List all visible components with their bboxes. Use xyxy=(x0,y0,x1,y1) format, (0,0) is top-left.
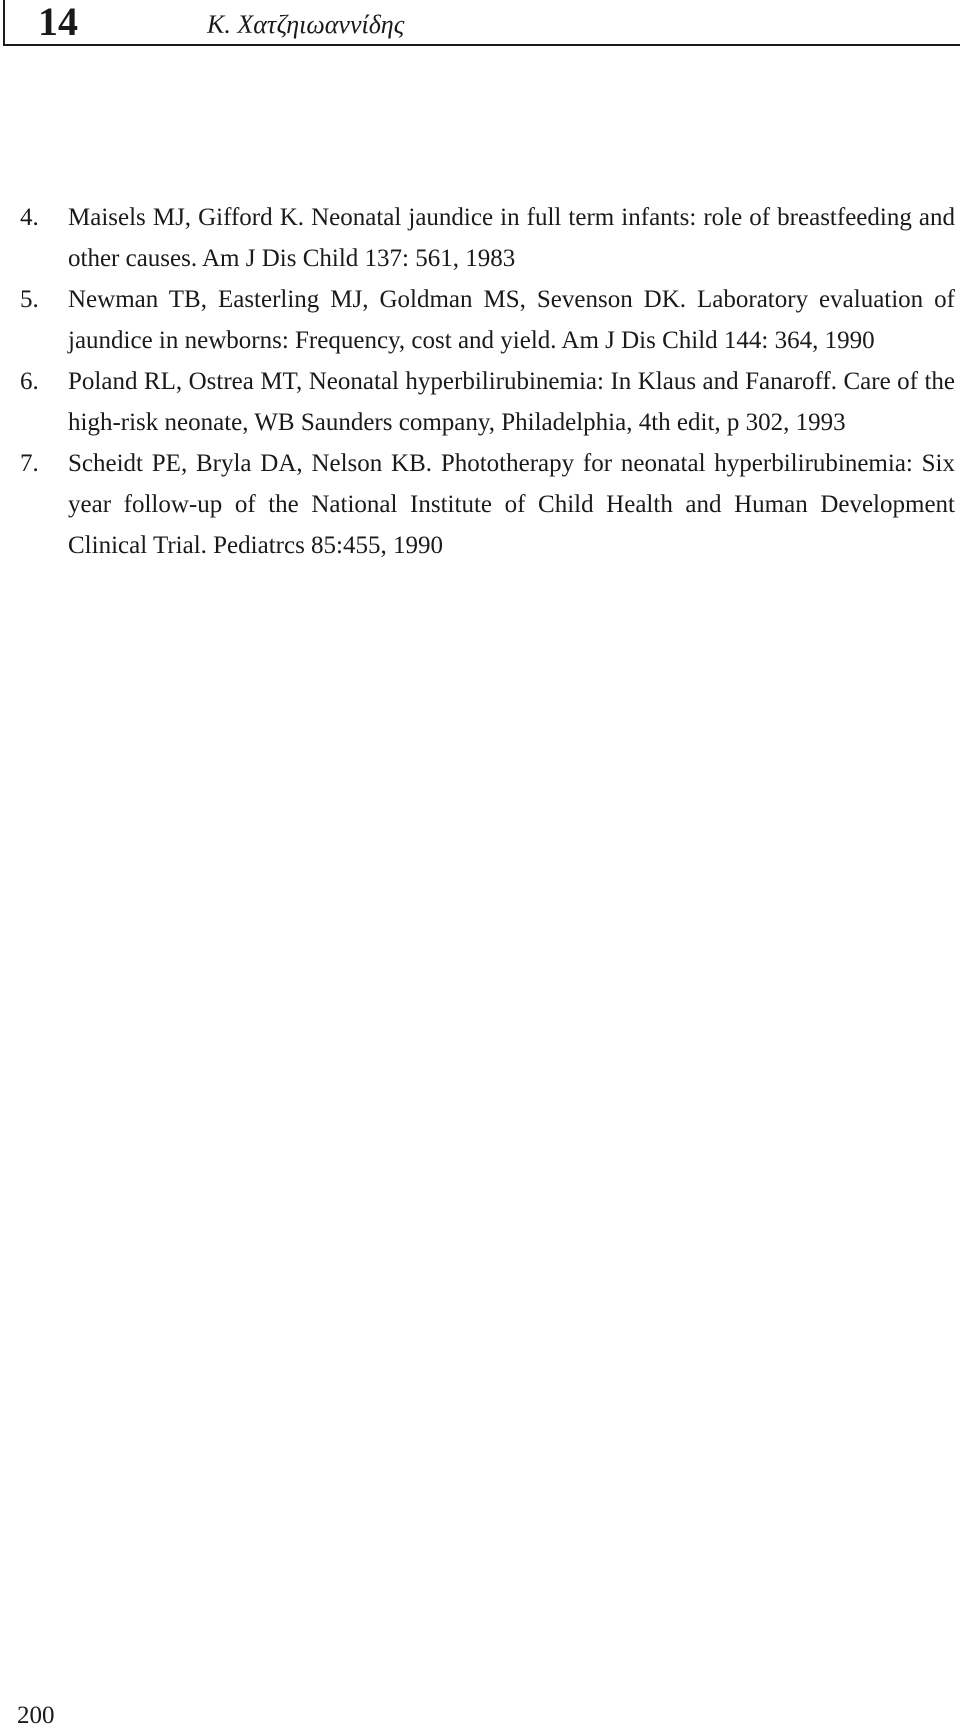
header-left-rule xyxy=(3,0,5,46)
reference-item xyxy=(20,197,955,279)
chapter-number: 14 xyxy=(38,0,78,44)
reference-text: Poland RL, Ostrea MT, Neonatal hyperbilirubinemia: In Klaus and Fanaroff. Care of the high-risk neonate, WB Saunders company, Philadelphia, 4th edit, p 302, 1993 xyxy=(68,368,955,436)
page-number: 200 xyxy=(17,1702,55,1729)
reference-list xyxy=(20,197,955,566)
running-title: Κ. Χατζηιωαννίδης xyxy=(207,10,405,39)
header-bottom-rule xyxy=(3,44,960,46)
reference-item xyxy=(20,361,955,443)
reference-number: 6. xyxy=(20,368,39,395)
reference-number: 5. xyxy=(20,286,39,313)
reference-number: 4. xyxy=(20,204,39,231)
reference-item xyxy=(20,279,955,361)
page-header xyxy=(0,0,960,46)
reference-item xyxy=(20,443,955,566)
reference-text: Newman TB, Easterling MJ, Goldman MS, Sevenson DK. Laboratory evaluation of jaundice in newborns: Frequency, cost and yield. Am J Dis Child 144: 364, 1990 xyxy=(68,286,955,354)
reference-text: Scheidt PE, Bryla DA, Nelson KB. Phototherapy for neonatal hyperbilirubinemia: Six year follow-up of the National Institute of Child Health and Human Development Clinical Trial. Pediatrcs 85:455, 1990 xyxy=(68,450,955,559)
reference-number: 7. xyxy=(20,450,39,477)
reference-text: Maisels MJ, Gifford K. Neonatal jaundice in full term infants: role of breastfeeding and other causes. Am J Dis Child 137: 561, 1983 xyxy=(68,204,955,272)
